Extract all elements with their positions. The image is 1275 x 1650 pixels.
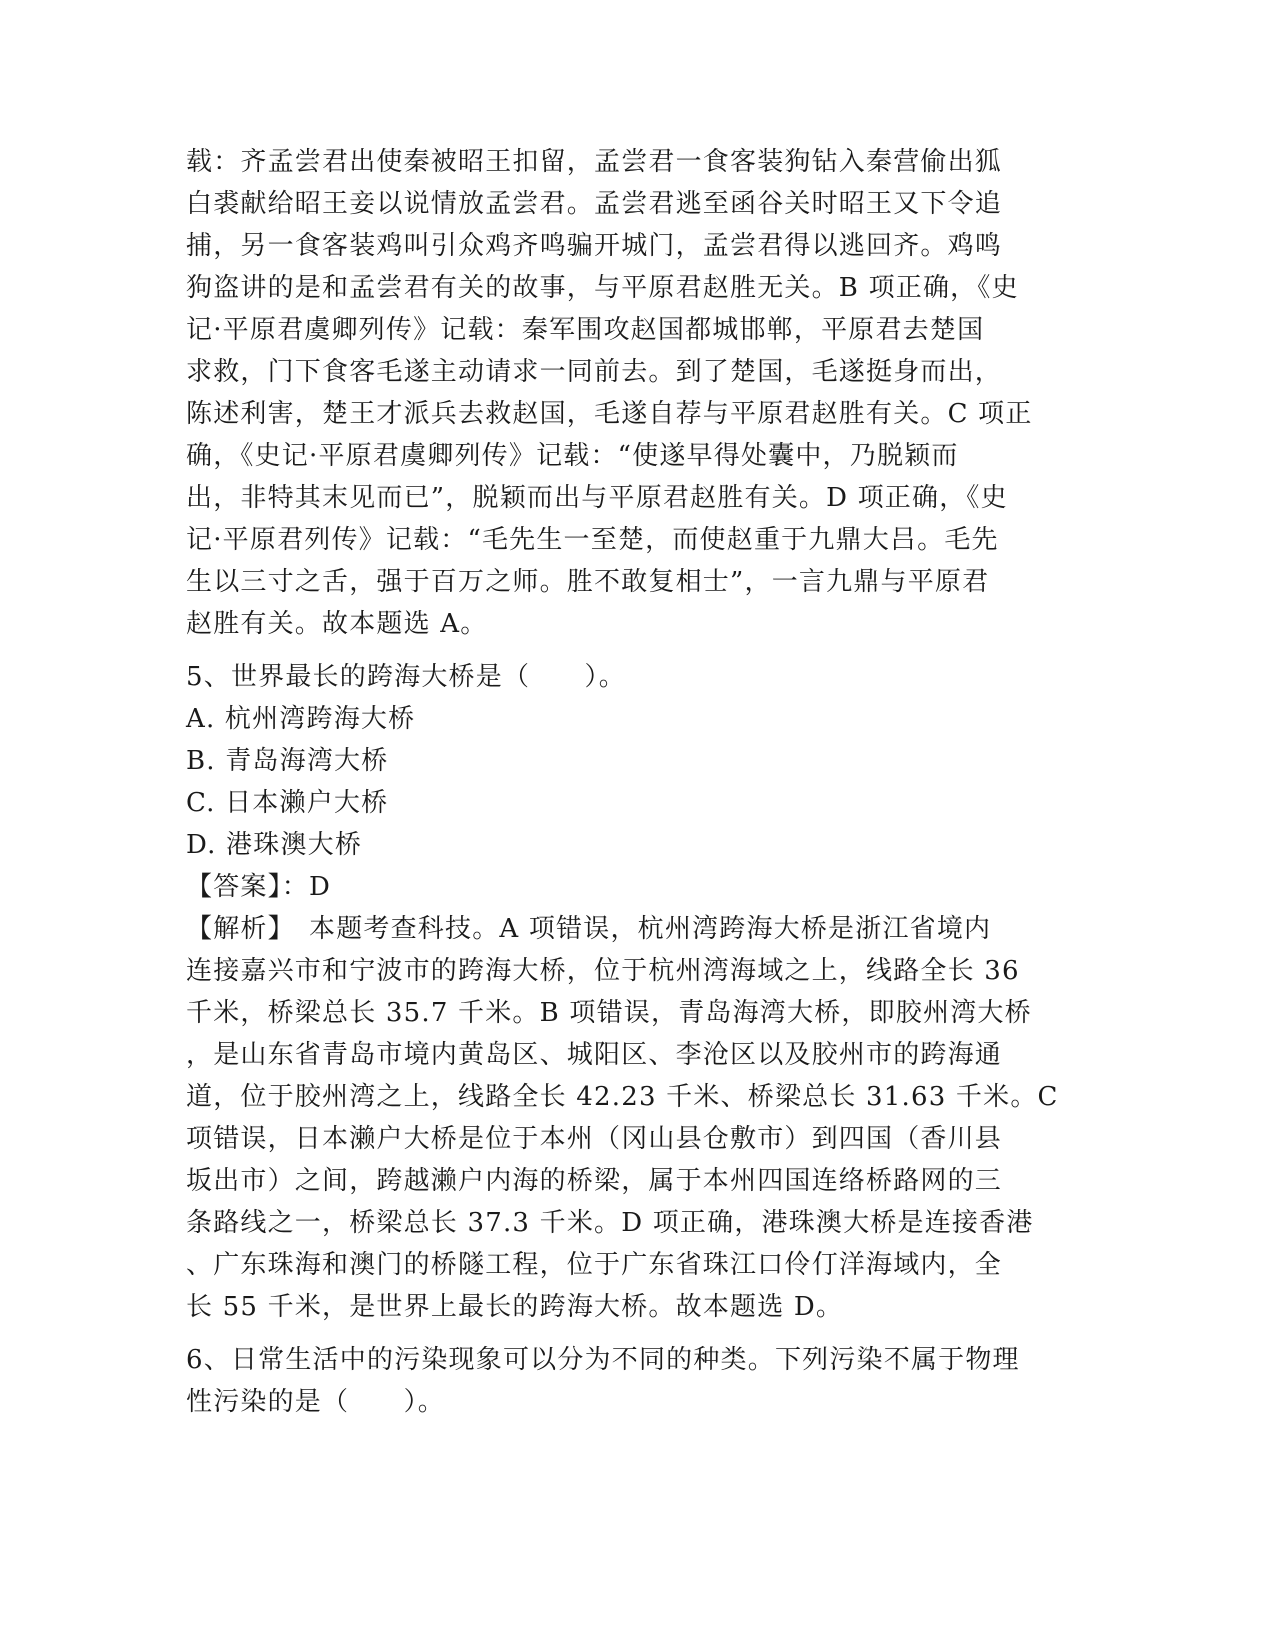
explanation-line: 白裘献给昭王妾以说情放孟尝君。孟尝君逃至函谷关时昭王又下令追 xyxy=(186,189,1003,219)
analysis-line: 坂出市）之间，跨越濑户内海的桥梁，属于本州四国连络桥路网的三 xyxy=(186,1166,1003,1196)
analysis-line: 、广东珠海和澳门的桥隧工程，位于广东省珠江口伶仃洋海域内，全 xyxy=(186,1250,1003,1280)
explanation-line: 记·平原君列传》记载：“毛先生一至楚，而使赵重于九鼎大吕。毛先 xyxy=(186,525,999,555)
option-a: A. 杭州湾跨海大桥 xyxy=(186,704,416,734)
explanation-line: 生以三寸之舌，强于百万之师。胜不敢复相士”，一言九鼎与平原君 xyxy=(186,567,990,597)
question-stem: 5、世界最长的跨海大桥是（ ）。 xyxy=(186,662,626,692)
explanation-line: 出，非特其末见而已”，脱颖而出与平原君赵胜有关。D 项正确，《史 xyxy=(186,483,1008,513)
explanation-line: 捕，另一食客装鸡叫引众鸡齐鸣骗开城门，孟尝君得以逃回齐。鸡鸣 xyxy=(186,231,1003,261)
explanation-line: 赵胜有关。故本题选 A。 xyxy=(186,609,488,639)
analysis-line: 千米，桥梁总长 35.7 千米。B 项错误，青岛海湾大桥，即胶州湾大桥 xyxy=(186,998,1032,1028)
analysis-line: 项错误，日本濑户大桥是位于本州（冈山县仓敷市）到四国（香川县 xyxy=(186,1124,1003,1154)
option-d: D. 港珠澳大桥 xyxy=(186,830,363,860)
explanation-line: 记·平原君虞卿列传》记载：秦军围攻赵国都城邯郸，平原君去楚国 xyxy=(186,315,985,345)
explanation-line: 狗盗讲的是和孟尝君有关的故事，与平原君赵胜无关。B 项正确，《史 xyxy=(186,273,1019,303)
explanation-line: 求救，门下食客毛遂主动请求一同前去。到了楚国，毛遂挺身而出， xyxy=(186,357,1003,387)
analysis-line: 道，位于胶州湾之上，线路全长 42.23 千米、桥梁总长 31.63 千米。C xyxy=(186,1082,1059,1112)
answer-line: 【答案】：D xyxy=(186,872,332,902)
analysis-line: 连接嘉兴市和宁波市的跨海大桥，位于杭州湾海域之上，线路全长 36 xyxy=(186,956,1020,986)
analysis-line: 【解析】 本题考查科技。A 项错误，杭州湾跨海大桥是浙江省境内 xyxy=(186,914,992,944)
explanation-line: 载：齐孟尝君出使秦被昭王扣留，孟尝君一食客装狗钻入秦营偷出狐 xyxy=(186,147,1003,177)
explanation-line: 确，《史记·平原君虞卿列传》记载：“使遂早得处囊中，乃脱颖而 xyxy=(186,441,959,471)
analysis-line: 长 55 千米，是世界上最长的跨海大桥。故本题选 D。 xyxy=(186,1292,844,1322)
question-stem: 性污染的是（ ）。 xyxy=(186,1387,446,1417)
analysis-line: ，是山东省青岛市境内黄岛区、城阳区、李沧区以及胶州市的跨海通 xyxy=(186,1040,1003,1070)
question-stem: 6、日常生活中的污染现象可以分为不同的种类。下列污染不属于物理 xyxy=(186,1345,1020,1375)
option-c: C. 日本濑户大桥 xyxy=(186,788,389,818)
option-b: B. 青岛海湾大桥 xyxy=(186,746,389,776)
explanation-line: 陈述利害，楚王才派兵去救赵国，毛遂自荐与平原君赵胜有关。C 项正 xyxy=(186,399,1033,429)
analysis-line: 条路线之一，桥梁总长 37.3 千米。D 项正确，港珠澳大桥是连接香港 xyxy=(186,1208,1034,1238)
